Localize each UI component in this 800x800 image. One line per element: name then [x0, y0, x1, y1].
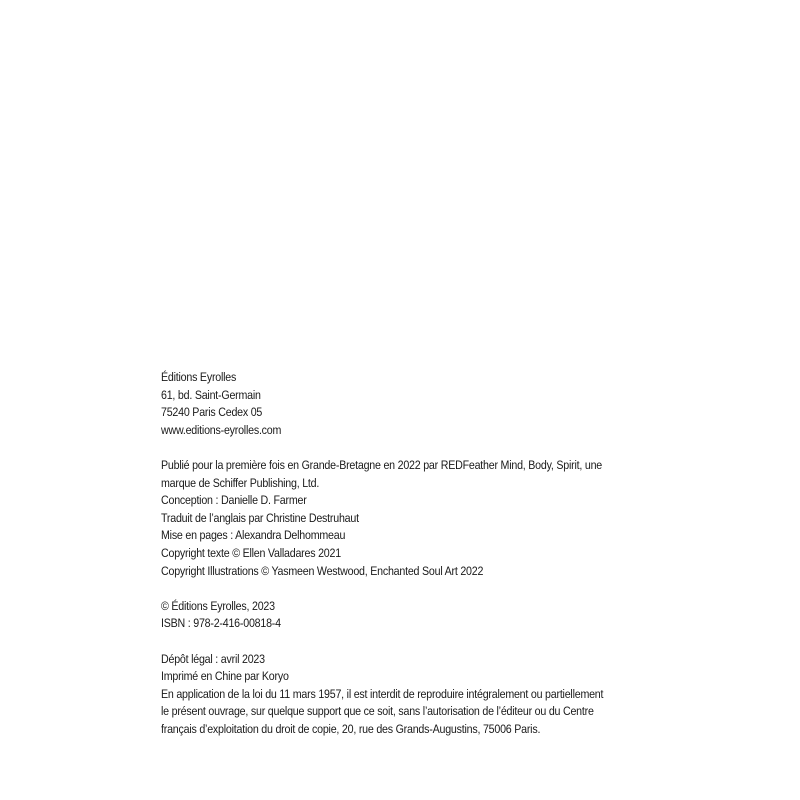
legal-notice-line-1: En application de la loi du 11 mars 1957, il est interdit de reproduire intégralement ou partiellement [161, 686, 604, 701]
isbn: ISBN : 978-2-416-00818-4 [161, 616, 281, 631]
legal-deposit: Dépôt légal : avril 2023 [161, 651, 265, 666]
rights-block [161, 598, 641, 633]
publisher-city: 75240 Paris Cedex 05 [161, 405, 263, 420]
translation-credit: Traduit de l’anglais par Christine Destruhaut [161, 510, 359, 525]
first-publication-line-1: Publié pour la première fois en Grande-Bretagne en 2022 par REDFeather Mind, Body, Spirit, une [161, 457, 603, 472]
layout-credit: Mise en pages : Alexandra Delhommeau [161, 528, 346, 543]
publisher-address-block [161, 369, 641, 439]
legal-notice-line-3: français d’exploitation du droit de copie, 20, rue des Grands-Augustins, 75006 Paris. [161, 721, 541, 736]
publisher-street: 61, bd. Saint-Germain [161, 387, 261, 402]
edition-copyright: © Éditions Eyrolles, 2023 [161, 598, 275, 613]
legal-notice-line-2: le présent ouvrage, sur quelque support que ce soit, sans l’autorisation de l’éditeur ou du Centre [161, 704, 594, 719]
publisher-name: Éditions Eyrolles [161, 370, 237, 384]
illustrations-copyright: Copyright Illustrations © Yasmeen Westwood, Enchanted Soul Art 2022 [161, 563, 484, 578]
credits-block [161, 457, 641, 580]
design-credit: Conception : Danielle D. Farmer [161, 493, 307, 508]
first-publication-line-2: marque de Schiffer Publishing, Ltd. [161, 475, 320, 490]
legal-block [161, 651, 641, 739]
text-copyright: Copyright texte © Ellen Valladares 2021 [161, 545, 341, 560]
publisher-website: www.editions-eyrolles.com [161, 422, 282, 437]
printer: Imprimé en Chine par Koryo [161, 669, 289, 684]
colophon [161, 369, 641, 738]
